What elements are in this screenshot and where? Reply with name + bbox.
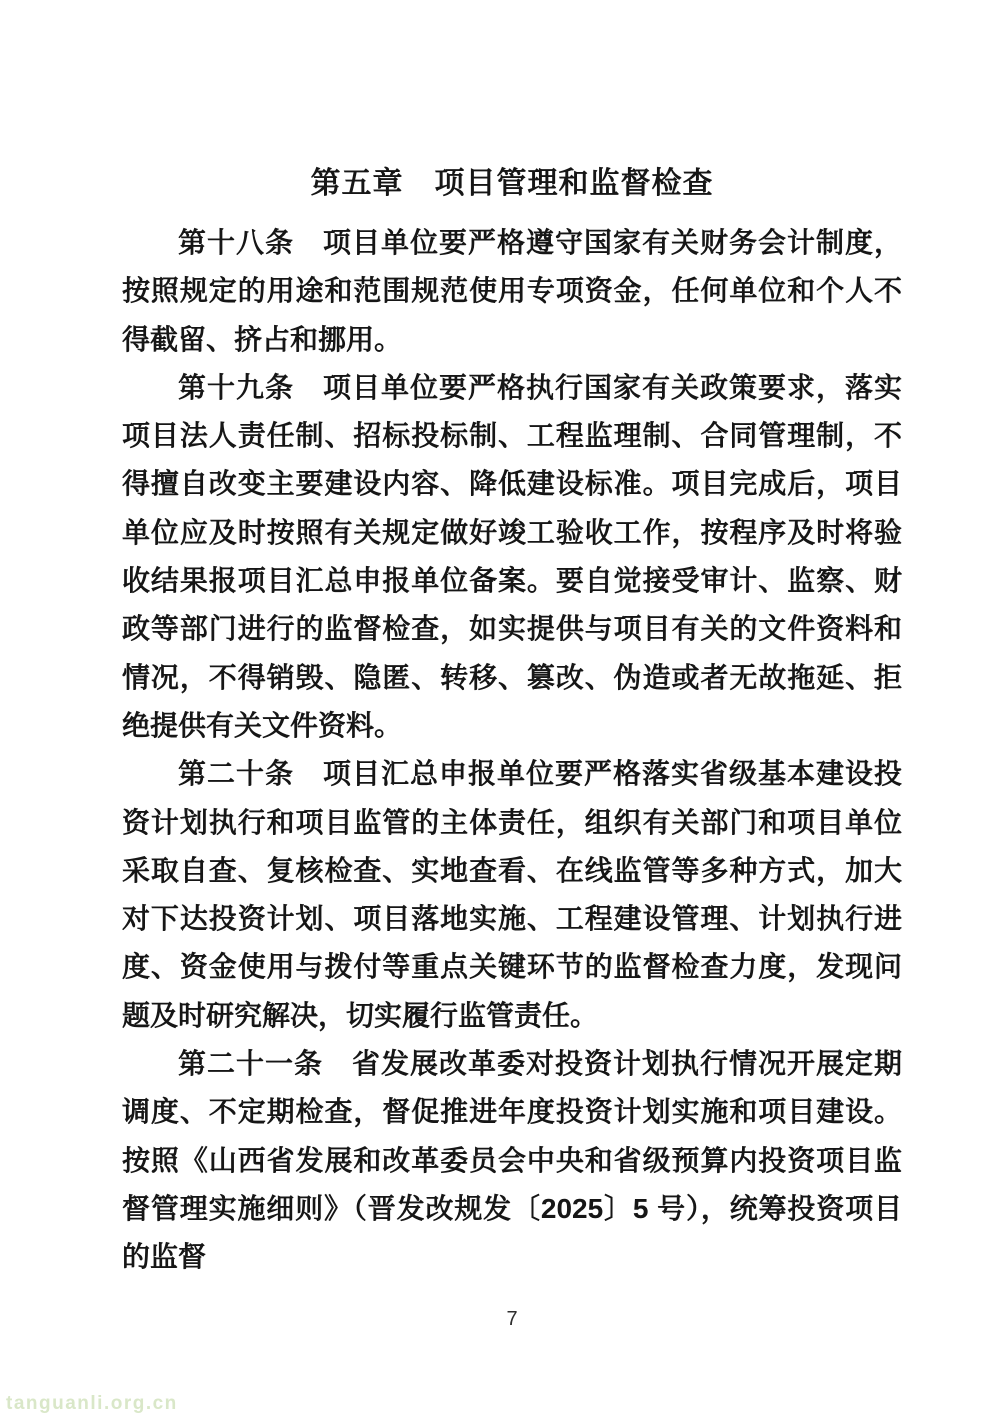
watermark-text: tanguanli.org.cn xyxy=(6,1393,178,1414)
paragraph-article-18: 第十八条 项目单位要严格遵守国家有关财务会计制度，按照规定的用途和范围规范使用专项资金，任何单位和个人不得截留、挤占和挪用。 xyxy=(122,227,902,355)
document-body xyxy=(122,219,902,1282)
chapter-heading: 第五章 项目管理和监督检查 xyxy=(310,167,714,200)
paragraph-article-19: 第十九条 项目单位要严格执行国家有关政策要求，落实项目法人责任制、招标投标制、工程监理制、合同管理制，不得擅自改变主要建设内容、降低建设标准。项目完成后，项目单位应及时按照有关规定做好竣工验收工作，按程序及时将验收结果报项目汇总申报单位备案。要自觉接受审计、监察、财政等部门进行的监督检查，如实提供与项目有关的文件资料和情况，不得销毁、隐匿、转移、篡改、伪造或者无故拖延、拒绝提供有关文件资料。 xyxy=(122,371,902,741)
page-number: 7 xyxy=(506,1308,518,1330)
paragraph-article-21: 第二十一条 省发展改革委对投资计划执行情况开展定期调度、不定期检查，督促推进年度投资计划实施和项目建设。按照《山西省发展和改革委员会中央和省级预算内投资项目监督管理实施细则》（晋发改规发〔2025〕5 号），统筹投资项目的监督 xyxy=(122,1048,902,1273)
paragraph-article-20: 第二十条 项目汇总申报单位要严格落实省级基本建设投资计划执行和项目监管的主体责任，组织有关部门和项目单位采取自查、复核检查、实地查看、在线监管等多种方式，加大对下达投资计划、项目落地实施、工程建设管理、计划执行进度、资金使用与拨付等重点关键环节的监督检查力度，发现问题及时研究解决，切实履行监管责任。 xyxy=(122,758,902,1031)
